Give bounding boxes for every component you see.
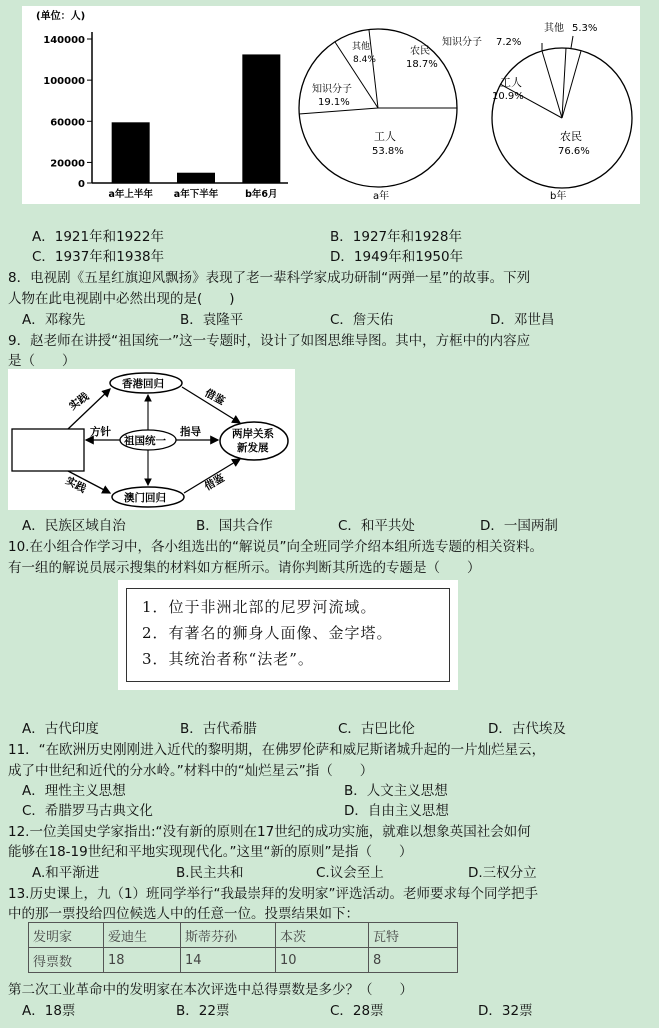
node-cross-strait-label1: 两岸关系 bbox=[232, 428, 274, 440]
bar-category-label: a年下半年 bbox=[173, 189, 219, 200]
q10-box-line2: 2．有著名的狮身人面像、金字塔。 bbox=[142, 624, 393, 642]
bar-y-tick-label: 140000 bbox=[43, 35, 85, 46]
q7-option-d[interactable]: D．1949年和1950年 bbox=[330, 249, 464, 265]
q12-stem-line1: 12.一位美国史学家指出:“没有新的原则在17世纪的成功实施，就难以想象英国社会如何 bbox=[8, 824, 531, 840]
pie-a-pct-intellectual: 19.1% bbox=[318, 97, 350, 108]
pie-b-pct-farmer: 76.6% bbox=[558, 146, 590, 157]
q13-vote-table bbox=[28, 922, 458, 973]
vote-data-cell: 8 bbox=[369, 948, 458, 973]
q10-stem-line1: 10.在小组合作学习中，各小组选出的“解说员”向全班同学介绍本组所选专题的相关资料。 bbox=[8, 539, 543, 555]
pie-a bbox=[299, 29, 457, 202]
bar-y-tick-label: 60000 bbox=[50, 117, 85, 129]
pie-b-pct-intellectual: 7.2% bbox=[496, 37, 522, 48]
vote-table-data-row bbox=[29, 948, 458, 973]
pie-b-label-other: 其他 bbox=[544, 23, 564, 34]
vote-table-header-row bbox=[29, 923, 458, 948]
q10-option-c[interactable]: C．古巴比伦 bbox=[338, 721, 415, 737]
blank-answer-box bbox=[12, 429, 84, 471]
q13-option-c[interactable]: C．28票 bbox=[330, 1003, 384, 1019]
q10-stem-line2: 有一组的解说员展示搜集的材料如方框所示。请你判断其所选的专题是（ ） bbox=[8, 560, 481, 576]
q13-vote-table-wrap bbox=[28, 922, 458, 973]
q9-option-b[interactable]: B．国共合作 bbox=[196, 518, 273, 534]
edge-guide: 指导 bbox=[180, 426, 201, 438]
vote-data-cell: 得票数 bbox=[29, 948, 104, 973]
q9-mind-map bbox=[8, 369, 295, 510]
q11-option-b[interactable]: B．人文主义思想 bbox=[344, 783, 448, 799]
pie-a-label-other: 其他 bbox=[352, 42, 371, 52]
pie-b-label-intellectual: 知识分子 bbox=[442, 37, 482, 48]
bar-unit-label: (单位：人) bbox=[36, 11, 86, 22]
vote-header-cell: 发明家 bbox=[29, 923, 104, 948]
pie-b-title: b年 bbox=[550, 191, 567, 202]
q13-option-d[interactable]: D．32票 bbox=[478, 1003, 533, 1019]
node-hongkong-label: 香港回归 bbox=[122, 378, 164, 390]
q11-option-d[interactable]: D．自由主义思想 bbox=[344, 803, 449, 819]
q13-stem-line2: 中的那一票投给四位候选人中的任意一位。投票结果如下： bbox=[8, 906, 359, 922]
pie-a-label-worker: 工人 bbox=[374, 130, 396, 143]
bar-y-tick-label: 0 bbox=[78, 179, 85, 190]
bar-y-tick-label: 100000 bbox=[43, 76, 85, 88]
q11-option-a[interactable]: A．理性主义思想 bbox=[22, 783, 126, 799]
q11-option-c[interactable]: C．希腊罗马古典文化 bbox=[22, 803, 153, 819]
bar-category-label: a年上半年 bbox=[108, 189, 153, 200]
node-macau-label: 澳门回归 bbox=[124, 492, 166, 504]
q12-stem-line2: 能够在18-19世纪和平地实现现代化。”这里“新的原则”是指（ ） bbox=[8, 844, 413, 860]
q9-option-a[interactable]: A．民族区域自治 bbox=[22, 518, 126, 534]
q9-option-d[interactable]: D．一国两制 bbox=[480, 518, 558, 534]
bar-0 bbox=[112, 122, 150, 183]
vote-header-cell: 瓦特 bbox=[369, 923, 458, 948]
q7-option-c[interactable]: C．1937年和1938年 bbox=[32, 249, 165, 265]
vote-header-cell: 本茨 bbox=[276, 923, 369, 948]
q10-box-line3: 3．其统治者称“法老”。 bbox=[142, 650, 314, 668]
edge-reference-bottom: 借鉴 bbox=[202, 472, 227, 494]
pie-a-pct-other: 8.4% bbox=[353, 55, 376, 65]
q9-stem-line2: 是（ ） bbox=[8, 353, 76, 369]
q8-stem-line2: 人物在此电视剧中必然出现的是( ) bbox=[8, 291, 235, 307]
bar-category-label: b年6月 bbox=[245, 189, 278, 200]
bar-1 bbox=[177, 173, 215, 183]
pie-a-label-intellectual: 知识分子 bbox=[312, 84, 352, 95]
vote-data-cell: 14 bbox=[181, 948, 276, 973]
vote-header-cell: 斯蒂芬孙 bbox=[181, 923, 276, 948]
pie-a-pct-worker: 53.8% bbox=[372, 146, 404, 157]
q13-option-b[interactable]: B．22票 bbox=[176, 1003, 230, 1019]
q8-stem-line1: 8．电视剧《五星红旗迎风飘扬》表现了老一辈科学家成功研制“两弹一星”的故事。下列 bbox=[8, 270, 531, 286]
pie-b-label-worker: 工人 bbox=[500, 76, 522, 89]
pie-a-label-farmer: 农民 bbox=[410, 46, 430, 57]
q9-stem-line1: 9．赵老师在讲授“祖国统一”这一专题时，设计了如图思维导图。其中，方框中的内容应 bbox=[8, 333, 531, 349]
vote-data-cell: 18 bbox=[104, 948, 181, 973]
q7-figure bbox=[22, 6, 640, 204]
q9-option-c[interactable]: C．和平共处 bbox=[338, 518, 415, 534]
q12-option-b[interactable]: B.民主共和 bbox=[176, 865, 244, 881]
q11-stem-line2: 成了中世纪和近代的分水岭。”材料中的“灿烂星云”指（ ） bbox=[8, 763, 374, 779]
q8-option-b[interactable]: B．袁隆平 bbox=[180, 312, 244, 328]
node-cross-strait-label2: 新发展 bbox=[237, 442, 269, 454]
pie-a-pct-farmer: 18.7% bbox=[406, 59, 438, 70]
edge-practice-bottom: 实践 bbox=[63, 474, 88, 496]
pie-b bbox=[442, 21, 632, 202]
q12-option-a[interactable]: A.和平渐进 bbox=[32, 865, 100, 881]
vote-data-cell: 10 bbox=[276, 948, 369, 973]
q8-option-a[interactable]: A．邓稼先 bbox=[22, 312, 86, 328]
pie-b-pct-worker: 10.9% bbox=[492, 91, 524, 102]
pie-b-pct-other: 5.3% bbox=[572, 23, 598, 34]
pie-b-label-farmer: 农民 bbox=[560, 130, 582, 143]
q7-option-b[interactable]: B．1927年和1928年 bbox=[330, 229, 462, 245]
q10-option-b[interactable]: B．古代希腊 bbox=[180, 721, 257, 737]
q9-mind-map-svg bbox=[8, 369, 295, 510]
q12-option-d[interactable]: D.三权分立 bbox=[468, 865, 537, 881]
node-unification-label: 祖国统一 bbox=[124, 435, 166, 447]
q8-option-c[interactable]: C．詹天佑 bbox=[330, 312, 394, 328]
q10-option-d[interactable]: D．古代埃及 bbox=[488, 721, 566, 737]
q7-option-a[interactable]: A．1921年和1922年 bbox=[32, 229, 164, 245]
bar-2 bbox=[242, 54, 280, 183]
q10-box-line1: 1．位于非洲北部的尼罗河流域。 bbox=[142, 598, 377, 616]
q10-material-box bbox=[118, 580, 458, 690]
q11-stem-line1: 11．“在欧洲历史刚刚进入近代的黎明期，在佛罗伦萨和威尼斯诸城升起的一片灿烂星云， bbox=[8, 742, 546, 758]
edge-reference-top: 借鉴 bbox=[202, 387, 227, 408]
q10-option-a[interactable]: A．古代印度 bbox=[22, 721, 99, 737]
bar-y-tick-label: 20000 bbox=[50, 158, 85, 170]
q13-stem-line1: 13.历史课上，九（1）班同学举行“我最崇拜的发明家”评选活动。老师要求每个同学把手 bbox=[8, 886, 539, 902]
pie-a-title: a年 bbox=[373, 191, 390, 202]
q13-question: 第二次工业革命中的发明家在本次评选中总得票数是多少？（ ） bbox=[8, 982, 413, 998]
q8-option-d[interactable]: D．邓世昌 bbox=[490, 312, 555, 328]
q13-option-a[interactable]: A．18票 bbox=[22, 1003, 76, 1019]
q12-option-c[interactable]: C.议会至上 bbox=[316, 865, 384, 881]
q7-chart-svg bbox=[22, 6, 640, 204]
edge-policy: 方针 bbox=[90, 426, 111, 438]
vote-header-cell: 爱迪生 bbox=[104, 923, 181, 948]
edge-practice-top: 实践 bbox=[67, 390, 92, 413]
